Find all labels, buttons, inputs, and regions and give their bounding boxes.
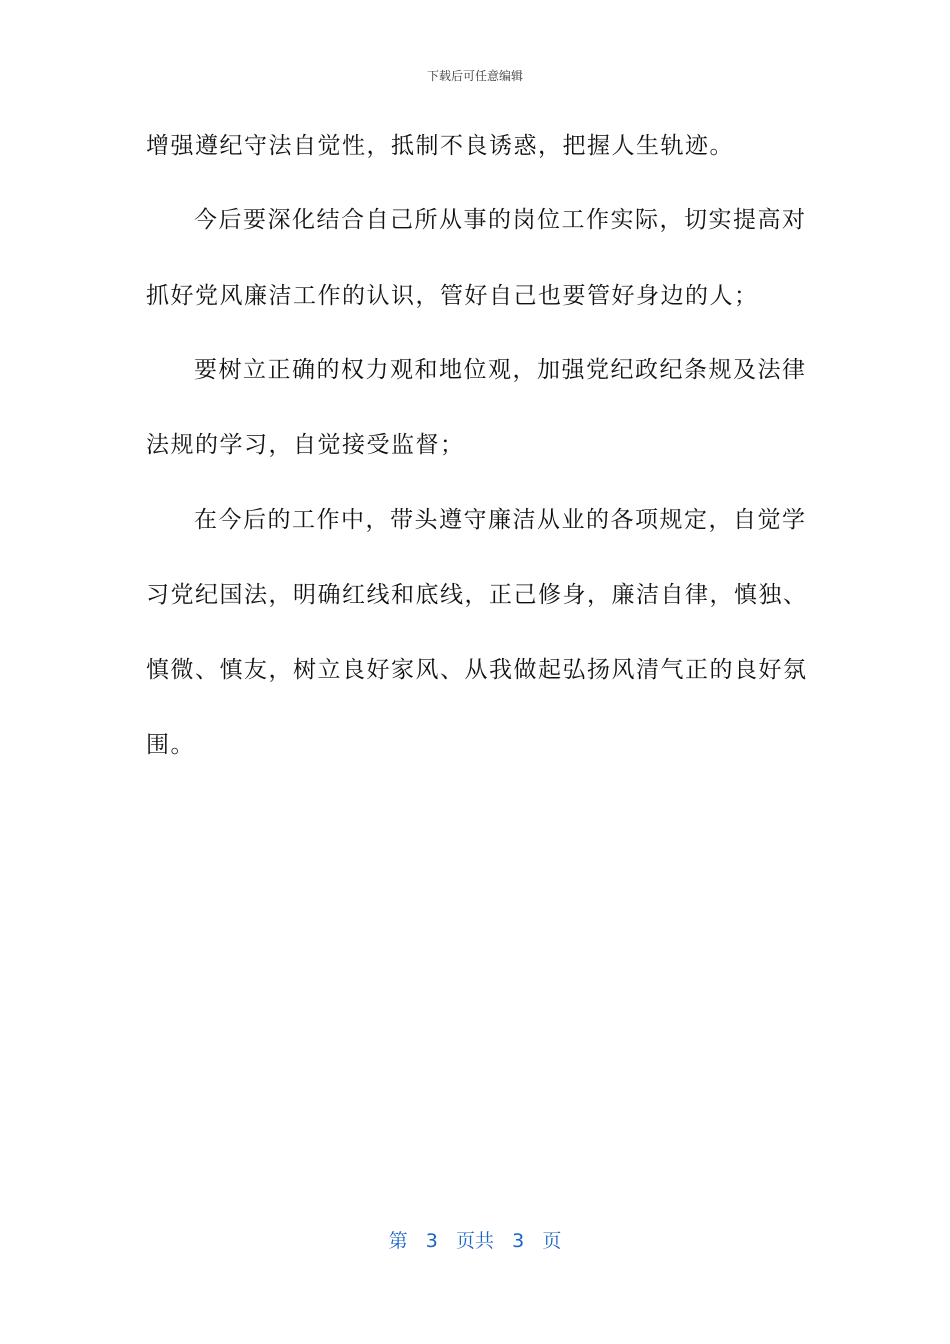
body-line-3: 抓好党风廉洁工作的认识，管好自己也要管好身边的人； [146, 283, 759, 309]
body-line-9: 围。 [146, 732, 195, 758]
body-line-5: 法规的学习，自觉接受监督； [146, 432, 465, 458]
footer-suffix: 页 [542, 1230, 562, 1252]
body-line-1: 增强遵纪守法自觉性，抵制不良诱惑，把握人生轨迹。 [146, 133, 734, 159]
body-line-2: 今后要深化结合自己所从事的岗位工作实际，切实提高对 [194, 207, 807, 233]
header-note: 下载后可任意编辑 [426, 69, 523, 83]
body-line-8: 慎微、慎友，树立良好家风、从我做起弘扬风清气正的良好氛 [146, 657, 808, 683]
footer-middle: 页共 [455, 1230, 494, 1252]
page-footer [0, 1226, 950, 1253]
body-line-4: 要树立正确的权力观和地位观，加强党纪政纪条规及法律 [194, 357, 807, 383]
body-line-7: 习党纪国法，明确红线和底线，正己修身，廉洁自律，慎独、 [146, 582, 808, 608]
footer-current-page: 3 [425, 1230, 438, 1252]
body-line-6: 在今后的工作中，带头遵守廉洁从业的各项规定，自觉学 [194, 507, 807, 533]
footer-total-pages: 3 [512, 1230, 525, 1252]
footer-prefix: 第 [388, 1230, 408, 1252]
